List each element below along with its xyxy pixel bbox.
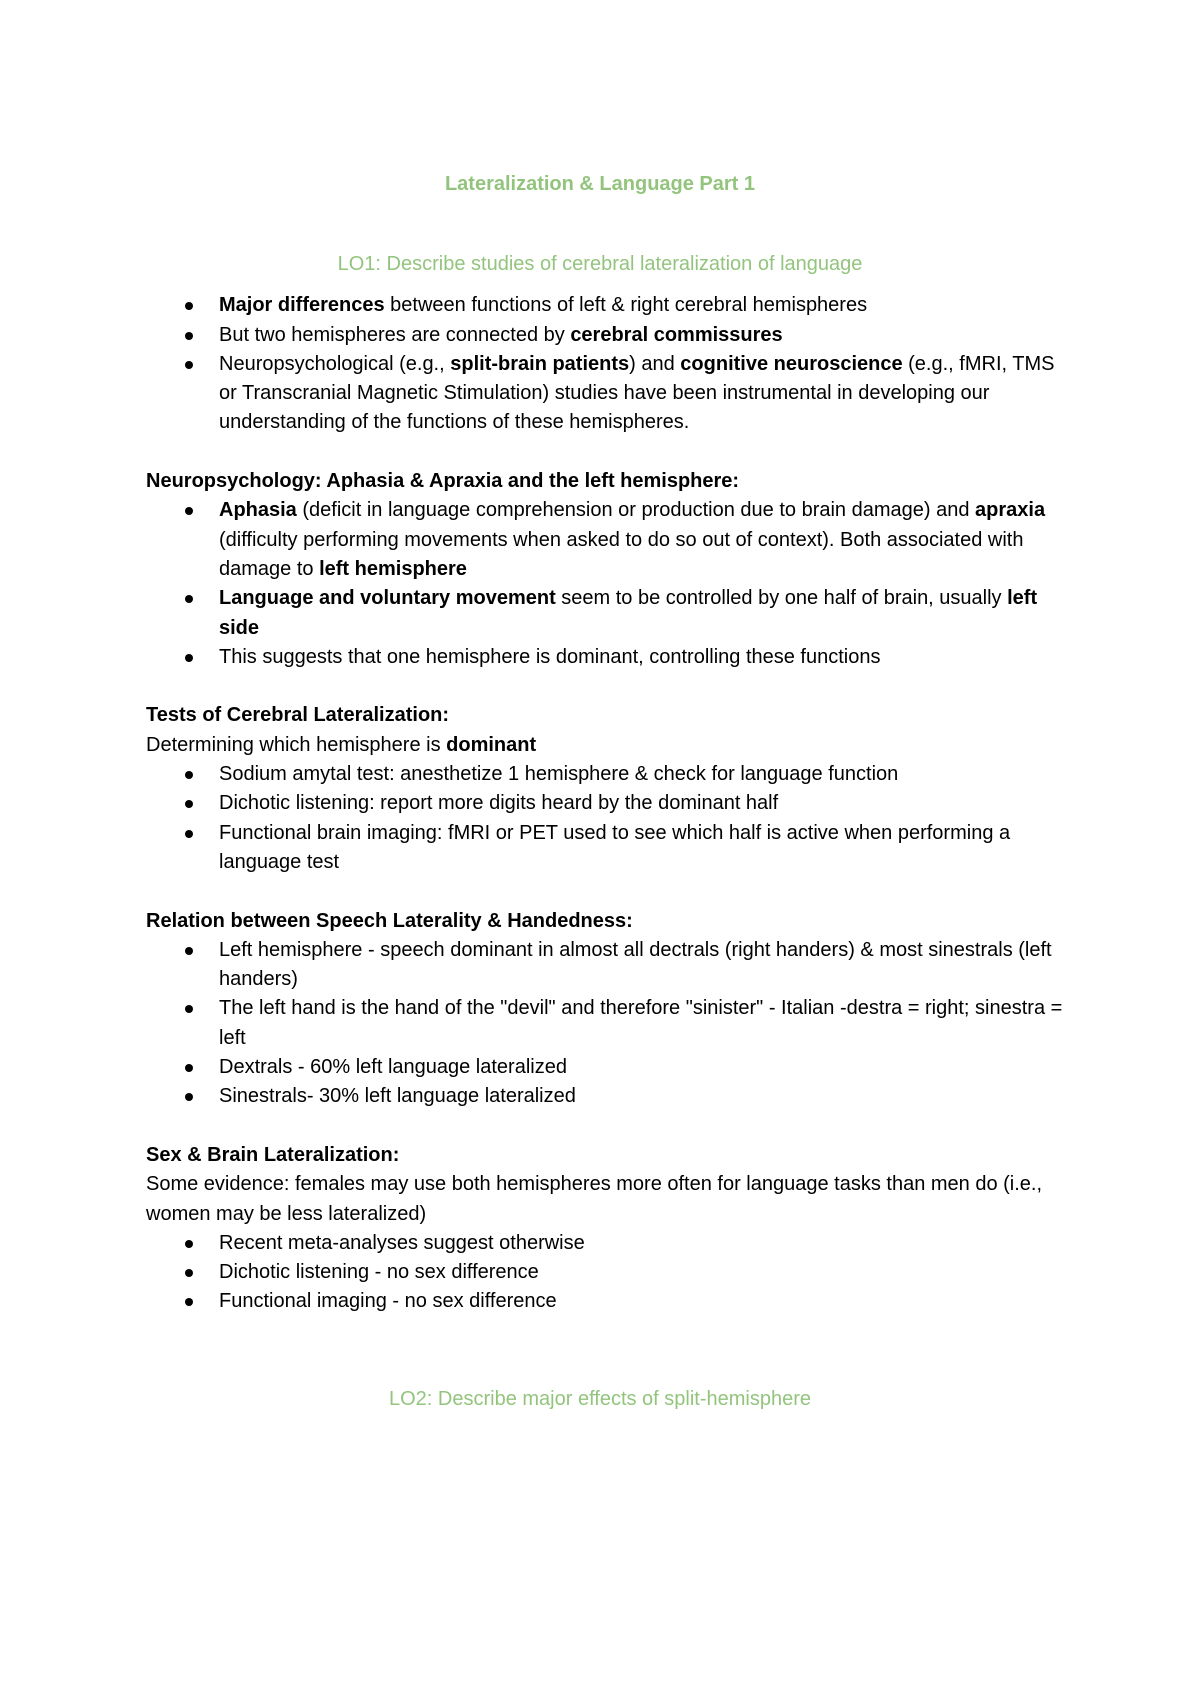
bold-text: dominant [446, 733, 537, 756]
bullet-item: Neuropsychological (e.g., split-brain patients) and cognitive neuroscience (e.g., fMRI, TMS or Transcranial Magnetic Stimulation) studies have been instrumental in developing our understanding of the functions of these hemispheres. [146, 350, 1066, 438]
sex-list [146, 1229, 1066, 1317]
bold-text: Major differences [219, 294, 385, 317]
bullet-item: Functional imaging - no sex difference [146, 1287, 1066, 1316]
bullet-item: Dextrals - 60% left language lateralized [146, 1053, 1066, 1082]
bold-text: split-brain patients [450, 352, 630, 375]
learning-objective-1: LO1: Describe studies of cerebral lateralization of language [337, 253, 863, 275]
document-title: Lateralization & Language Part 1 [444, 173, 756, 195]
handedness-list [146, 936, 1066, 1112]
bold-text: apraxia [975, 499, 1046, 522]
bullet-item: Functional brain imaging: fMRI or PET used to see which half is active when performing a language test [146, 819, 1066, 878]
bold-text: left side [219, 587, 1038, 639]
bullet-item: Sodium amytal test: anesthetize 1 hemisphere & check for language function [146, 760, 1066, 789]
learning-objective-2: LO2: Describe major effects of split-hemisphere [388, 1388, 812, 1410]
section-heading-sex: Sex & Brain Lateralization: [146, 1143, 400, 1166]
lo1-list [146, 291, 1066, 437]
bold-text: Language and voluntary movement [219, 587, 556, 610]
section-heading-handedness: Relation between Speech Laterality & Handedness: [146, 909, 633, 932]
bullet-item: The left hand is the hand of the "devil" and therefore "sinister" - Italian -destra = right; sinestra = left [146, 994, 1066, 1053]
bullet-item: Left hemisphere - speech dominant in almost all dectrals (right handers) & most sinestrals (left handers) [146, 936, 1066, 995]
bold-text: cerebral commissures [570, 323, 783, 346]
bullet-item: Dichotic listening: report more digits heard by the dominant half [146, 789, 1066, 818]
bullet-item: Recent meta-analyses suggest otherwise [146, 1229, 1066, 1258]
bullet-item: This suggests that one hemisphere is dominant, controlling these functions [146, 643, 1066, 672]
neuropsychology-list [146, 496, 1066, 672]
bold-text: left hemisphere [319, 557, 467, 580]
section-heading-neuropsychology: Neuropsychology: Aphasia & Apraxia and the left hemisphere: [146, 470, 740, 493]
bullet-item: Major differences between functions of left & right cerebral hemispheres [146, 291, 1066, 320]
bullet-item: Dichotic listening - no sex difference [146, 1258, 1066, 1287]
tests-list [146, 760, 1066, 877]
bullet-item: But two hemispheres are connected by cerebral commissures [146, 321, 1066, 350]
bullet-item: Sinestrals- 30% left language lateralized [146, 1082, 1066, 1111]
bold-text: Aphasia [219, 499, 297, 522]
document-body [146, 262, 1066, 1317]
sex-intro: Some evidence: females may use both hemispheres more often for language tasks than men do (i.e., women may be less lateralized) [146, 1173, 1043, 1225]
bold-text: cognitive neuroscience [680, 352, 903, 375]
tests-intro: Determining which hemisphere is dominant [146, 733, 537, 756]
bullet-item: Language and voluntary movement seem to be controlled by one half of brain, usually left side [146, 584, 1066, 643]
section-heading-tests: Tests of Cerebral Lateralization: [146, 704, 450, 727]
bullet-item: Aphasia (deficit in language comprehension or production due to brain damage) and apraxia (difficulty performing movements when asked to do so out of context). Both associated with damage to left hemisphere [146, 496, 1066, 584]
